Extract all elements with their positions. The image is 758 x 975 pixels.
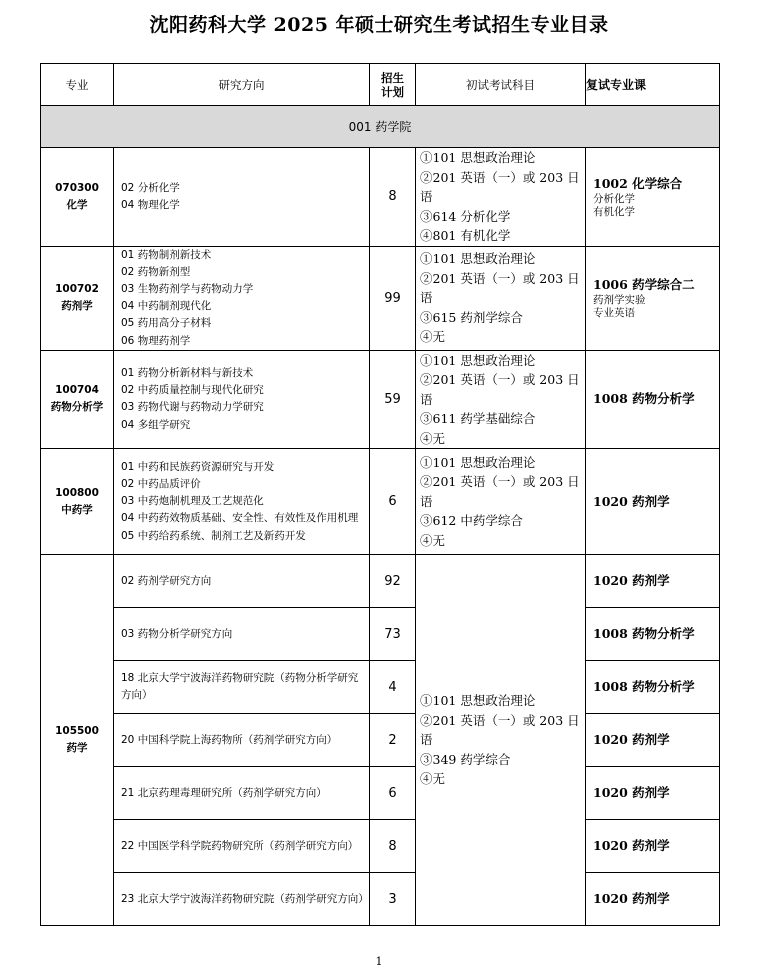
- direction-item: 04 多组学研究: [121, 418, 191, 431]
- major-name: 药剂学: [61, 300, 93, 313]
- retest-cell: [586, 148, 720, 247]
- major-code: 070300: [55, 181, 99, 194]
- retest-sub-item: 分析化学: [593, 192, 635, 205]
- header-direction: 研究方向: [114, 64, 370, 106]
- directions-cell: [114, 246, 370, 350]
- direction-item: 20 中国科学院上海药物所（药剂学研究方向）: [114, 714, 370, 767]
- exam-subject: ③349 药学综合: [420, 751, 511, 767]
- direction-item: 05 药用高分子材料: [121, 317, 212, 330]
- major-name: 药物分析学: [50, 401, 104, 414]
- retest-cell: [586, 767, 720, 820]
- direction-item: 18 北京大学宁波海洋药物研究院（药物分析学研究方向）: [114, 661, 370, 714]
- direction-item: 03 生物药剂学与药物动力学: [121, 282, 254, 295]
- retest-sub-item: 有机化学: [593, 205, 635, 218]
- retest-cell: [586, 820, 720, 873]
- plan-count: 4: [370, 661, 416, 714]
- direction-item: 03 中药炮制机理及工艺规范化: [121, 495, 264, 508]
- major-row: [41, 350, 720, 449]
- direction-item: 05 中药给药系统、制剂工艺及新药开发: [121, 529, 306, 542]
- direction-item: 01 中药和民族药资源研究与开发: [121, 460, 275, 473]
- plan-count: 6: [370, 449, 416, 555]
- direction-item: 04 物理化学: [121, 198, 180, 211]
- major-row: [41, 246, 720, 350]
- exam-subject: ③612 中药学综合: [420, 513, 523, 529]
- retest-course: 1020 药剂学: [593, 732, 670, 748]
- exam-subjects-cell: [416, 148, 586, 247]
- exam-subject: ②201 英语（一）或 203 日语: [420, 270, 580, 306]
- direction-item: 02 分析化学: [121, 181, 180, 194]
- page-number: 1: [375, 955, 383, 968]
- exam-subjects-cell: [416, 555, 586, 926]
- directions-cell: [114, 350, 370, 449]
- majors-body: [41, 148, 720, 555]
- pharmacy-row: [41, 608, 720, 661]
- direction-item: 04 中药药效物质基础、安全性、有效性及作用机理: [121, 512, 359, 525]
- direction-item: 03 药物分析学研究方向: [114, 608, 370, 661]
- retest-cell: [586, 350, 720, 449]
- retest-cell: [586, 661, 720, 714]
- plan-count: 99: [370, 246, 416, 350]
- direction-item: 01 药物制剂新技术: [121, 248, 212, 261]
- exam-subject: ④无: [420, 532, 446, 548]
- exam-subject: ④801 有机化学: [420, 228, 511, 243]
- directions-cell: [114, 148, 370, 247]
- major-cell: [41, 555, 114, 926]
- pharmacy-row: [41, 661, 720, 714]
- retest-cell: [586, 246, 720, 350]
- plan-count: 59: [370, 350, 416, 449]
- major-code: 100702: [55, 283, 99, 296]
- plan-count: 92: [370, 555, 416, 608]
- retest-course: 1008 药物分析学: [593, 626, 695, 642]
- exam-subjects-cell: [416, 350, 586, 449]
- exam-subject: ①101 思想政治理论: [420, 251, 536, 267]
- exam-subject: ②201 英语（一）或 203 日语: [420, 712, 580, 748]
- direction-item: 23 北京大学宁波海洋药物研究院（药剂学研究方向）: [114, 873, 370, 926]
- retest-course: 1008 药物分析学: [593, 679, 695, 695]
- exam-subject: ③615 药剂学综合: [420, 309, 523, 325]
- retest-cell: [586, 608, 720, 661]
- exam-subject: ②201 英语（一）或 203 日语: [420, 372, 580, 407]
- retest-course: 1008 药物分析学: [593, 391, 695, 407]
- major-code: 100704: [55, 384, 99, 397]
- retest-sub-item: 专业英语: [593, 307, 635, 320]
- major-name: 化学: [66, 198, 88, 211]
- exam-subject: ④无: [420, 329, 446, 345]
- exam-subjects-cell: [416, 449, 586, 555]
- header-row: [41, 64, 720, 106]
- exam-subject: ①101 思想政治理论: [420, 352, 536, 368]
- major-code: 100800: [55, 486, 99, 499]
- retest-cell: [586, 449, 720, 555]
- plan-count: 6: [370, 767, 416, 820]
- direction-item: 02 药剂学研究方向: [114, 555, 370, 608]
- direction-item: 02 中药品质评价: [121, 477, 201, 490]
- plan-count: 73: [370, 608, 416, 661]
- exam-subject: ②201 英语（一）或 203 日语: [420, 474, 580, 509]
- retest-course: 1002 化学综合: [593, 175, 683, 191]
- exam-subject: ①101 思想政治理论: [420, 454, 536, 470]
- retest-cell: [586, 555, 720, 608]
- major-name: 中药学: [61, 503, 93, 516]
- major-cell: [41, 148, 114, 247]
- header-plan: [370, 64, 416, 106]
- plan-count: 8: [370, 148, 416, 247]
- major-cell: [41, 350, 114, 449]
- direction-item: 02 药物新剂型: [121, 265, 191, 278]
- direction-item: 22 中国医学科学院药物研究所（药剂学研究方向）: [114, 820, 370, 873]
- catalog-table: [40, 63, 720, 926]
- exam-subjects-cell: [416, 246, 586, 350]
- direction-item: 03 药物代谢与药物动力学研究: [121, 401, 264, 414]
- retest-course: 1006 药学综合二: [593, 277, 695, 293]
- header-plan-line1: 招生: [381, 70, 404, 85]
- direction-item: 04 中药制剂现代化: [121, 300, 212, 313]
- direction-item: 01 药物分析新材料与新技术: [121, 367, 254, 380]
- exam-subject: ③611 药学基础综合: [420, 411, 536, 427]
- exam-subject: ③614 分析化学: [420, 208, 511, 224]
- exam-subject: ①101 思想政治理论: [420, 150, 536, 165]
- major-code: 105500: [55, 725, 99, 738]
- plan-count: 3: [370, 873, 416, 926]
- retest-course: 1020 药剂学: [593, 785, 670, 801]
- header-major: 专业: [41, 64, 114, 106]
- direction-item: 02 中药质量控制与现代化研究: [121, 384, 264, 397]
- header-exam: 初试考试科目: [416, 64, 586, 106]
- retest-sub-item: 药剂学实验: [593, 294, 646, 307]
- page-title: 沈阳药科大学 2025 年硕士研究生考试招生专业目录: [149, 14, 609, 36]
- pharmacy-row: [41, 714, 720, 767]
- direction-item: 21 北京药理毒理研究所（药剂学研究方向）: [114, 767, 370, 820]
- exam-subject: ①101 思想政治理论: [420, 693, 536, 709]
- header-retest: 复试专业课: [586, 64, 720, 106]
- directions-cell: [114, 449, 370, 555]
- retest-cell: [586, 873, 720, 926]
- college-row: [41, 106, 720, 148]
- plan-count: 2: [370, 714, 416, 767]
- major-name: 药学: [66, 742, 88, 755]
- pharmacy-body: [41, 555, 720, 926]
- retest-course: 1020 药剂学: [593, 891, 670, 907]
- pharmacy-row: [41, 873, 720, 926]
- exam-subject: ④无: [420, 771, 446, 787]
- major-row: [41, 148, 720, 247]
- major-row: [41, 449, 720, 555]
- exam-subject: ②201 英语（一）或 203 日语: [420, 169, 580, 204]
- pharmacy-row: [41, 820, 720, 873]
- exam-subject: ④无: [420, 430, 446, 446]
- header-plan-line2: 计划: [381, 84, 404, 99]
- major-cell: [41, 449, 114, 555]
- pharmacy-row: [41, 555, 720, 608]
- plan-count: 8: [370, 820, 416, 873]
- major-cell: [41, 246, 114, 350]
- retest-course: 1020 药剂学: [593, 493, 670, 509]
- retest-cell: [586, 714, 720, 767]
- retest-course: 1020 药剂学: [593, 573, 670, 589]
- retest-course: 1020 药剂学: [593, 838, 670, 854]
- pharmacy-row: [41, 767, 720, 820]
- college-name: 001 药学院: [41, 106, 720, 148]
- direction-item: 06 物理药剂学: [121, 334, 191, 347]
